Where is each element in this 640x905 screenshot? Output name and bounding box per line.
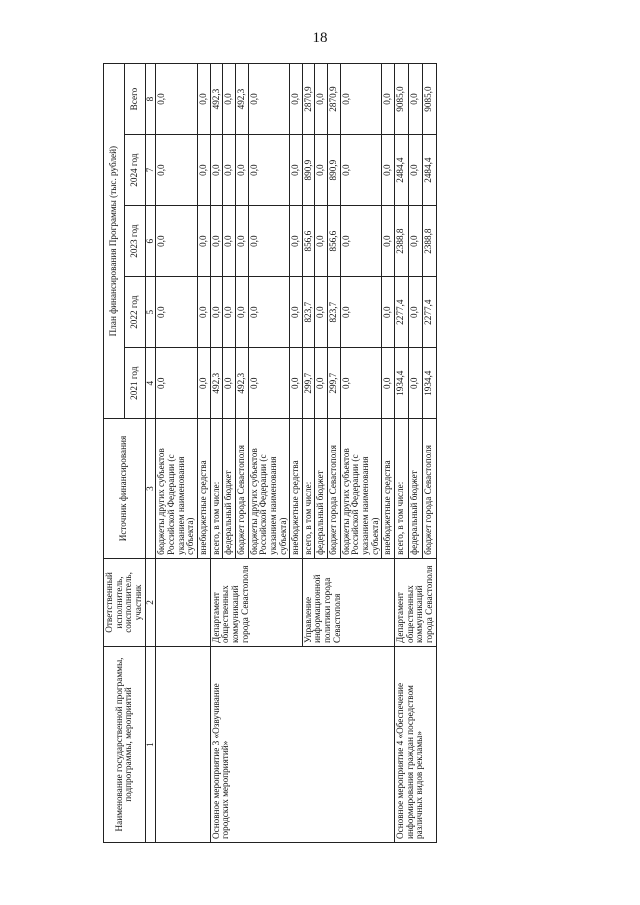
page-number: 18 <box>312 30 328 46</box>
value-cell: 0,0 <box>340 348 382 419</box>
value-cell: 890,9 <box>328 135 341 206</box>
value-cell: 0,0 <box>382 135 395 206</box>
column-index: 6 <box>145 206 156 277</box>
value-cell: 0,0 <box>156 206 198 277</box>
source-cell: бюджет города Севастополя <box>422 419 436 559</box>
source-cell: всего, в том числе: <box>395 419 409 559</box>
value-cell: 0,0 <box>290 348 303 419</box>
value-cell: 1934,4 <box>395 348 409 419</box>
value-cell: 0,0 <box>235 277 248 348</box>
executor-cell: Управление информационной политики города Севастополя <box>302 558 394 646</box>
value-cell: 0,0 <box>315 135 328 206</box>
value-cell: 0,0 <box>340 64 382 135</box>
value-cell: 2277,4 <box>422 277 436 348</box>
value-cell: 2870,9 <box>328 64 341 135</box>
value-cell: 0,0 <box>223 135 236 206</box>
value-cell: 823,7 <box>328 277 341 348</box>
column-index: 2 <box>145 558 156 646</box>
value-cell: 0,0 <box>315 277 328 348</box>
value-cell: 0,0 <box>248 64 290 135</box>
value-cell: 0,0 <box>248 277 290 348</box>
value-cell: 2388,8 <box>422 206 436 277</box>
header-name: Наименование государственной программы, подпрограммы, мероприятий <box>104 647 146 843</box>
value-cell: 492,3 <box>210 348 223 419</box>
value-cell: 0,0 <box>156 135 198 206</box>
value-cell: 0,0 <box>156 348 198 419</box>
table-row <box>395 64 409 843</box>
value-cell: 0,0 <box>223 277 236 348</box>
source-cell: всего, в том числе: <box>210 419 223 559</box>
value-cell: 0,0 <box>197 64 210 135</box>
value-cell: 2870,9 <box>302 64 315 135</box>
value-cell: 0,0 <box>408 277 422 348</box>
value-cell: 890,9 <box>302 135 315 206</box>
source-cell: бюджеты других субъектов Российской Федерации (с указанием наименования субъекта) <box>156 419 198 559</box>
value-cell: 0,0 <box>290 206 303 277</box>
value-cell: 856,6 <box>328 206 341 277</box>
value-cell: 0,0 <box>235 135 248 206</box>
value-cell: 0,0 <box>408 64 422 135</box>
value-cell: 0,0 <box>197 206 210 277</box>
value-cell: 2484,4 <box>395 135 409 206</box>
column-index: 5 <box>145 277 156 348</box>
value-cell: 0,0 <box>248 135 290 206</box>
value-cell: 0,0 <box>382 348 395 419</box>
header-year: 2022 год <box>124 277 145 348</box>
value-cell: 492,3 <box>235 348 248 419</box>
executor-cell <box>156 558 210 646</box>
source-cell: бюджет города Севастополя <box>328 419 341 559</box>
source-cell: всего, в том числе: <box>302 419 315 559</box>
value-cell: 2388,8 <box>395 206 409 277</box>
financing-table <box>103 63 437 843</box>
value-cell: 0,0 <box>223 64 236 135</box>
value-cell: 0,0 <box>315 64 328 135</box>
value-cell: 856,6 <box>302 206 315 277</box>
value-cell: 0,0 <box>248 206 290 277</box>
value-cell: 0,0 <box>290 135 303 206</box>
source-cell: федеральный бюджет <box>315 419 328 559</box>
header-year: 2021 год <box>124 348 145 419</box>
rotated-table-container <box>103 63 553 843</box>
value-cell: 0,0 <box>248 348 290 419</box>
value-cell: 0,0 <box>340 135 382 206</box>
value-cell: 0,0 <box>290 277 303 348</box>
executor-cell: Департамент общественных коммуникаций города Севастополя <box>395 558 437 646</box>
source-cell: внебюджетные средства <box>290 419 303 559</box>
value-cell: 0,0 <box>290 64 303 135</box>
header-year: 2024 год <box>124 135 145 206</box>
value-cell: 0,0 <box>156 64 198 135</box>
value-cell: 0,0 <box>382 277 395 348</box>
measure-name-cell <box>156 647 210 843</box>
source-cell: федеральный бюджет <box>223 419 236 559</box>
source-cell: бюджеты других субъектов Российской Федерации (с указанием наименования субъекта) <box>248 419 290 559</box>
source-cell: бюджеты других субъектов Российской Федерации (с указанием наименования субъекта) <box>340 419 382 559</box>
value-cell: 0,0 <box>315 348 328 419</box>
source-cell: внебюджетные средства <box>382 419 395 559</box>
measure-name-cell: Основное мероприятие 3 «Озвучивание городских мероприятий» <box>210 647 395 843</box>
value-cell: 823,7 <box>302 277 315 348</box>
value-cell: 0,0 <box>210 135 223 206</box>
value-cell: 0,0 <box>223 206 236 277</box>
source-cell: бюджет города Севастополя <box>235 419 248 559</box>
column-index: 3 <box>145 419 156 559</box>
value-cell: 0,0 <box>340 206 382 277</box>
value-cell: 9085,0 <box>422 64 436 135</box>
value-cell: 0,0 <box>408 135 422 206</box>
value-cell: 1934,4 <box>422 348 436 419</box>
header-plan: План финансирования Программы (тыс. рублей) <box>104 64 125 419</box>
value-cell: 0,0 <box>340 277 382 348</box>
header-executor: Ответственный исполнитель, соисполнитель, участник <box>104 558 146 646</box>
table-row <box>210 64 223 843</box>
measure-name-cell: Основное мероприятие 4 «Обеспечение информирования граждан посредством различных видов рекламы» <box>395 647 437 843</box>
table-row <box>156 64 198 843</box>
value-cell: 0,0 <box>197 277 210 348</box>
value-cell: 0,0 <box>210 206 223 277</box>
value-cell: 299,7 <box>328 348 341 419</box>
value-cell: 299,7 <box>302 348 315 419</box>
value-cell: 492,3 <box>235 64 248 135</box>
value-cell: 0,0 <box>315 206 328 277</box>
value-cell: 0,0 <box>210 277 223 348</box>
source-cell: внебюджетные средства <box>197 419 210 559</box>
column-index: 4 <box>145 348 156 419</box>
header-total: Всего <box>124 64 145 135</box>
column-index: 7 <box>145 135 156 206</box>
header-year: 2023 год <box>124 206 145 277</box>
value-cell: 0,0 <box>197 348 210 419</box>
value-cell: 0,0 <box>223 348 236 419</box>
column-index: 8 <box>145 64 156 135</box>
value-cell: 492,3 <box>210 64 223 135</box>
header-source: Источник финансирования <box>104 419 146 559</box>
value-cell: 0,0 <box>156 277 198 348</box>
source-cell: федеральный бюджет <box>408 419 422 559</box>
value-cell: 9085,0 <box>395 64 409 135</box>
value-cell: 0,0 <box>408 206 422 277</box>
executor-cell: Департамент общественных коммуникаций города Севастополя <box>210 558 302 646</box>
value-cell: 2277,4 <box>395 277 409 348</box>
value-cell: 0,0 <box>382 64 395 135</box>
value-cell: 0,0 <box>408 348 422 419</box>
value-cell: 2484,4 <box>422 135 436 206</box>
value-cell: 0,0 <box>382 206 395 277</box>
value-cell: 0,0 <box>197 135 210 206</box>
column-index: 1 <box>145 647 156 843</box>
value-cell: 0,0 <box>235 206 248 277</box>
